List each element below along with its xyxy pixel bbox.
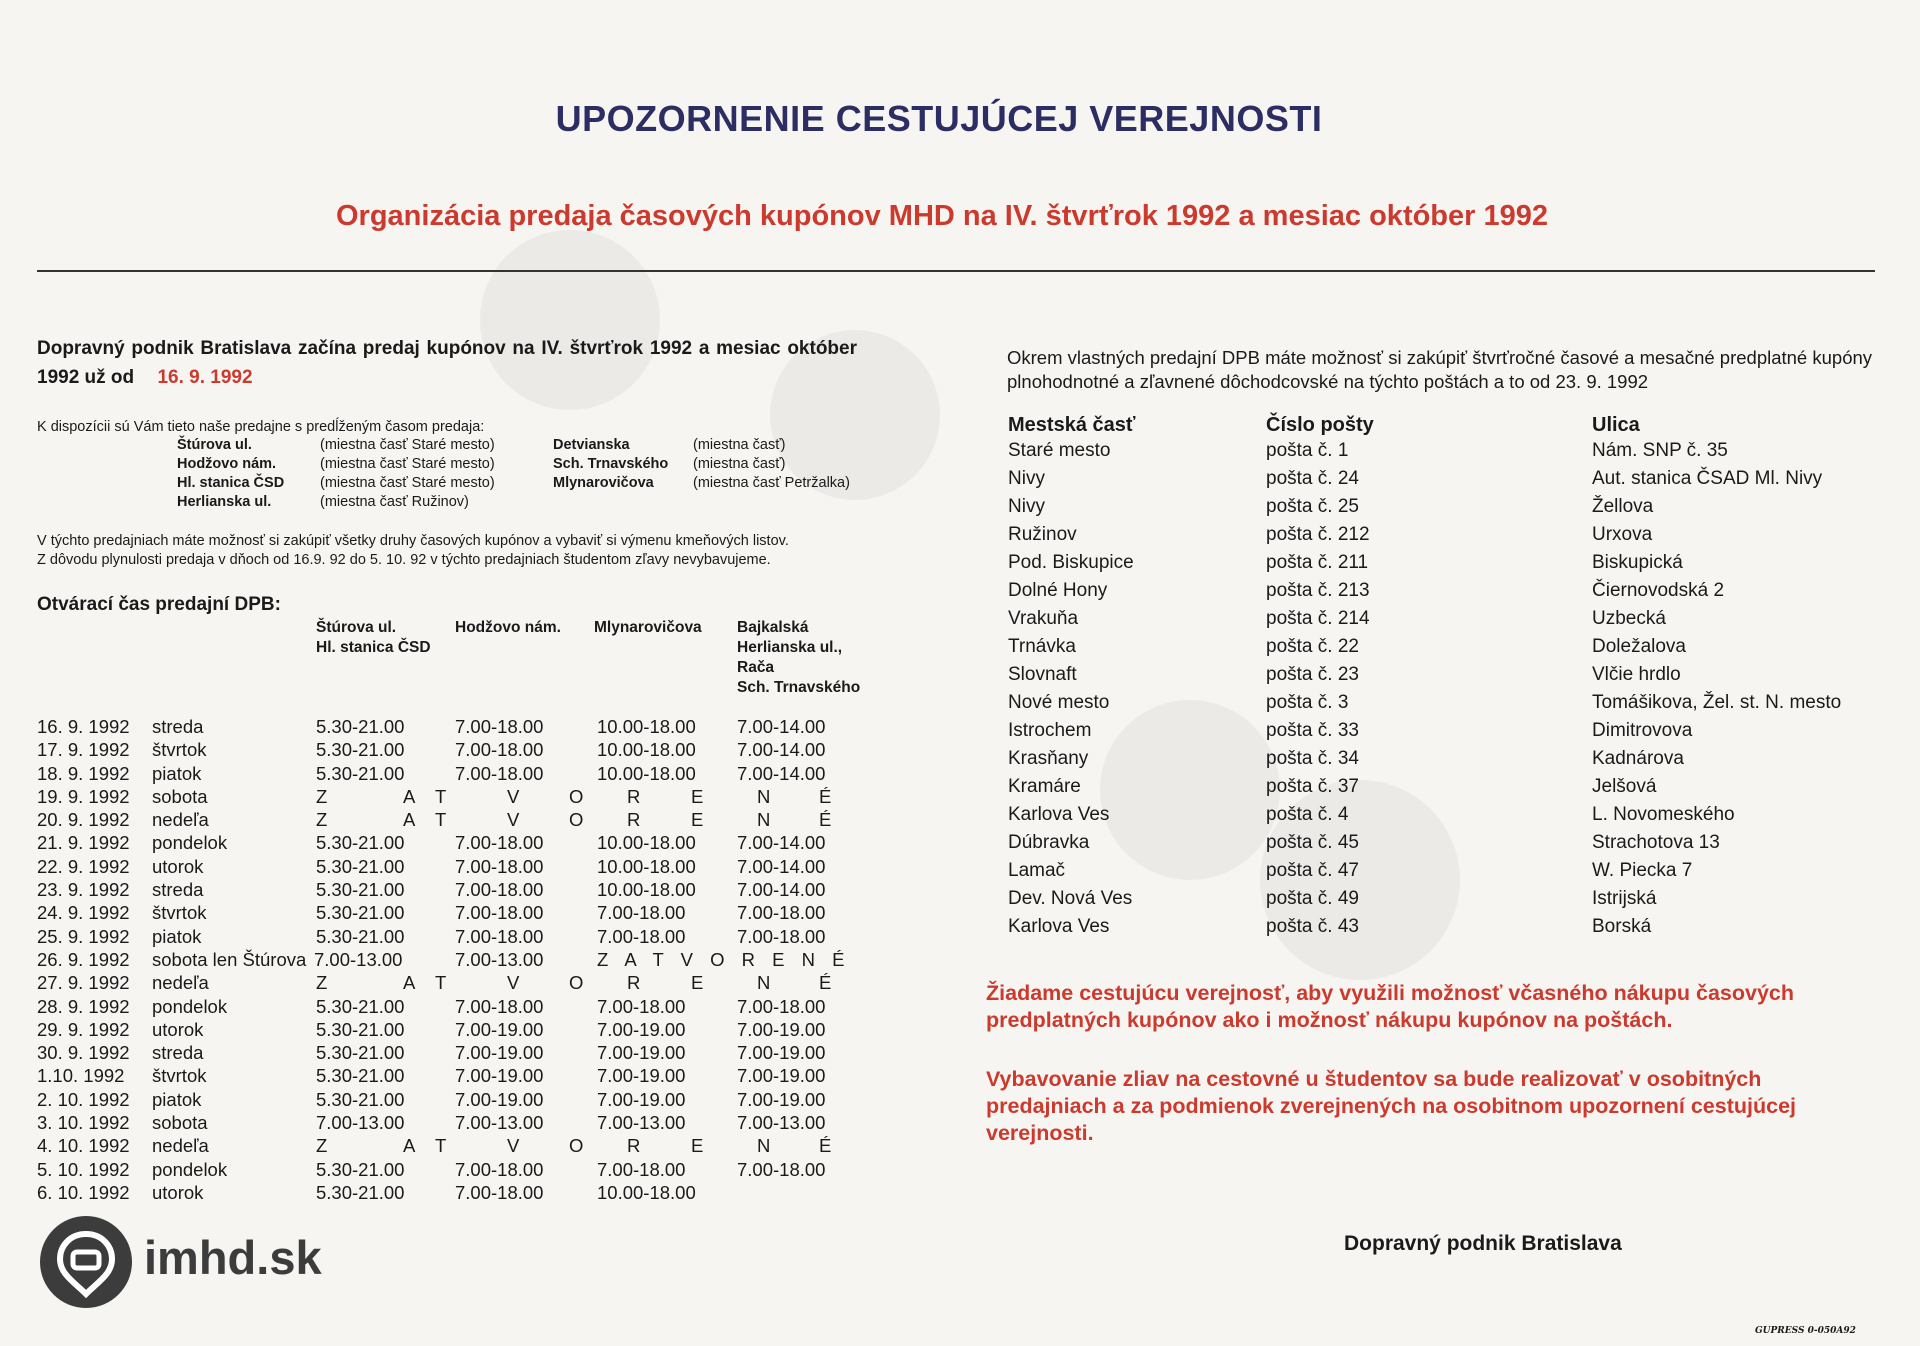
hours-value: 7.00-18.00 [737, 995, 826, 1017]
hours-row [37, 832, 887, 855]
closed-letter: É [819, 785, 832, 807]
post-row [1008, 776, 1878, 804]
hours-closed [37, 809, 887, 832]
shop-area: (miestna časť Staré mesto) [320, 437, 495, 453]
hours-day: streda [152, 716, 204, 737]
hours-value: 5.30-21.00 [316, 995, 405, 1017]
hours-day: utorok [152, 1018, 204, 1040]
post-district: Dolné Hony [1008, 580, 1108, 601]
closed-letter: N [757, 972, 771, 994]
post-number: pošta č. 34 [1266, 748, 1359, 769]
hours-date: 28. 9. 1992 [37, 995, 130, 1017]
hours-value: 5.30-21.00 [316, 832, 405, 854]
hours-date: 17. 9. 1992 [37, 739, 130, 761]
post-number: pošta č. 25 [1266, 496, 1359, 517]
post-street: Borská [1592, 916, 1652, 937]
post-number: pošta č. 24 [1266, 468, 1359, 489]
closed-letter: R [627, 809, 641, 831]
hours-day: piatok [152, 762, 202, 784]
hours-row [37, 856, 887, 879]
post-row [1008, 636, 1878, 664]
hours-date: 27. 9. 1992 [37, 972, 130, 994]
post-number: pošta č. 3 [1266, 692, 1349, 713]
closed-letter: R [627, 785, 641, 807]
hours-value: 7.00-14.00 [737, 716, 826, 737]
post-district: Karlova Ves [1008, 804, 1110, 825]
shop-area: (miestna časť) [693, 437, 786, 453]
closed-letter: N [757, 809, 771, 831]
closed-letter: Z [316, 809, 328, 831]
hours-row [37, 926, 887, 949]
hours-value: 7.00-18.00 [455, 902, 544, 924]
hours-day: streda [152, 879, 204, 901]
post-district: Lamač [1008, 860, 1066, 881]
hours-value: 7.00-19.00 [737, 1042, 826, 1064]
hours-date: 6. 10. 1992 [37, 1181, 130, 1203]
hours-day: sobota [152, 1112, 208, 1134]
hours-date: 18. 9. 1992 [37, 762, 130, 784]
post-district: Dev. Nová Ves [1008, 888, 1133, 909]
hours-day: štvrtok [152, 1065, 207, 1087]
intro-paragraph [37, 334, 857, 392]
closed-letter: V [507, 972, 520, 994]
closed-letter: Z [316, 785, 328, 807]
shop-name: Sch. Trnavského [553, 456, 669, 472]
hours-date: 5. 10. 1992 [37, 1158, 130, 1180]
post-street: Vlčie hrdlo [1592, 664, 1681, 685]
divider [37, 270, 1875, 272]
hours-day: piatok [152, 1088, 202, 1110]
post-number: pošta č. 1 [1266, 440, 1349, 461]
hours-value: 5.30-21.00 [316, 925, 405, 947]
closed-letter: E [691, 785, 704, 807]
intro-date: 16. 9. 1992 [157, 367, 253, 388]
hours-value: 7.00-18.00 [455, 1158, 544, 1180]
hours-value: 10.00-18.00 [597, 855, 696, 877]
hours-date: 1.10. 1992 [37, 1065, 125, 1087]
hours-value: 5.30-21.00 [316, 1065, 405, 1087]
closed-letter: A [403, 785, 416, 807]
shops-list [37, 436, 937, 516]
hours-value: 7.00-14.00 [737, 739, 826, 761]
post-header-district: Mestská časť [1008, 414, 1136, 436]
post-district: Istrochem [1008, 720, 1092, 741]
hours-day: štvrtok [152, 902, 207, 924]
post-row [1008, 580, 1878, 608]
closed-letter: R [627, 972, 641, 994]
post-street: W. Piecka 7 [1592, 860, 1693, 881]
post-number: pošta č. 213 [1266, 580, 1370, 601]
shops-note-1: V týchto predajniach máte možnosť si zakúpiť všetky druhy časových kupónov a vybaviť si výmenu kmeňových listov. [37, 533, 789, 549]
notice-students: Vybavovanie zliav na cestovné u študentov sa bude realizovať v osobitných predajniach a za podmienok zverejnených na osobitnom upozornení cestujúcej verejnosti. [986, 1067, 1796, 1145]
hours-value: 5.30-21.00 [316, 879, 405, 901]
hours-value: 7.00-19.00 [737, 1018, 826, 1040]
hours-date: 16. 9. 1992 [37, 716, 130, 737]
hours-value: 7.00-14.00 [737, 855, 826, 877]
post-street: Tomášikova, Žel. st. N. mesto [1592, 692, 1842, 713]
hours-row [37, 1135, 887, 1158]
post-number: pošta č. 37 [1266, 776, 1359, 797]
shops-note [37, 532, 917, 570]
shops-lead: K dispozícii sú Vám tieto naše predajne s predĺženým časom predaja: [37, 419, 485, 435]
hours-date: 19. 9. 1992 [37, 785, 130, 807]
hours-date: 29. 9. 1992 [37, 1018, 130, 1040]
imhd-watermark: imhd.sk [144, 1231, 322, 1284]
post-header-street: Ulica [1592, 414, 1640, 436]
post-number: pošta č. 22 [1266, 636, 1359, 657]
hours-date: 25. 9. 1992 [37, 925, 130, 947]
hours-value: 10.00-18.00 [597, 879, 696, 901]
post-row [1008, 748, 1878, 776]
hours-day: streda [152, 1042, 204, 1064]
hours-date: 2. 10. 1992 [37, 1088, 130, 1110]
post-street: Aut. stanica ČSAD Ml. Nivy [1592, 468, 1823, 489]
hours-row [37, 809, 887, 832]
hours-date: 26. 9. 1992 [37, 948, 130, 970]
hours-value: 7.00-13.00 [597, 1112, 686, 1134]
hours-date: 20. 9. 1992 [37, 809, 130, 831]
hours-value: 7.00-18.00 [455, 739, 544, 761]
hours-column-header: Mlynarovičova [594, 619, 702, 636]
post-number: pošta č. 4 [1266, 804, 1349, 825]
post-district: Karlova Ves [1008, 916, 1110, 937]
post-number: pošta č. 212 [1266, 524, 1370, 545]
hours-value: 7.00-14.00 [737, 832, 826, 854]
hours-value: 10.00-18.00 [597, 762, 696, 784]
hours-closed [37, 1135, 887, 1158]
closed-letter: N [757, 785, 771, 807]
closed-letter: N [757, 1135, 771, 1157]
hours-value: 7.00-19.00 [455, 1042, 544, 1064]
hours-column-header: Bajkalská Herlianska ul., Rača Sch. Trnavského [737, 619, 861, 696]
post-intro: Okrem vlastných predajní DPB máte možnosť si zakúpiť štvrťročné časové a mesačné predplatné kupóny plnohodnotné a zľavnené dôchodcovské na týchto poštách a to od 23. 9. 1992 [1007, 347, 1873, 392]
post-street: Jelšová [1592, 776, 1657, 797]
hours-row [37, 1019, 887, 1042]
post-district: Pod. Biskupice [1008, 552, 1134, 573]
post-district: Staré mesto [1008, 440, 1111, 461]
hours-value: 10.00-18.00 [597, 739, 696, 761]
closed-letter: É [819, 809, 832, 831]
hours-value: 7.00-18.00 [455, 879, 544, 901]
hours-value: 7.00-18.00 [455, 1181, 544, 1203]
hours-row [37, 1159, 887, 1182]
hours-value: 7.00-13.00 [314, 948, 403, 970]
post-street: Urxova [1592, 524, 1653, 545]
post-number: pošta č. 45 [1266, 832, 1359, 853]
post-row [1008, 860, 1878, 888]
hours-value: 7.00-19.00 [455, 1018, 544, 1040]
hours-value: 7.00-14.00 [737, 879, 826, 901]
closed-letter: T [435, 785, 447, 807]
hours-day: nedeľa [152, 809, 209, 831]
hours-value: 10.00-18.00 [597, 832, 696, 854]
hours-value: 7.00-18.00 [455, 832, 544, 854]
hours-date: 3. 10. 1992 [37, 1112, 130, 1134]
hours-value: 7.00-13.00 [737, 1112, 826, 1134]
post-row [1008, 552, 1878, 580]
hours-day: sobota len Štúrova [152, 948, 307, 970]
signature: Dopravný podnik Bratislava [1344, 1232, 1622, 1255]
post-district: Vrakuňa [1008, 608, 1079, 629]
post-district: Nivy [1008, 496, 1045, 517]
post-street: Uzbecká [1592, 608, 1666, 629]
post-number: pošta č. 49 [1266, 888, 1359, 909]
closed-letter: Z [316, 972, 328, 994]
closed-letter: E [691, 972, 704, 994]
hours-value: 7.00-19.00 [737, 1065, 826, 1087]
hours-row [37, 996, 887, 1019]
shop-area: (miestna časť Petržalka) [693, 475, 850, 491]
closed-letter: O [569, 809, 584, 831]
post-district: Nivy [1008, 468, 1045, 489]
hours-date: 21. 9. 1992 [37, 832, 130, 854]
post-street: L. Novomeského [1592, 804, 1735, 825]
post-street: Biskupická [1592, 552, 1683, 573]
closed-letter: V [507, 1135, 520, 1157]
hours-value: 7.00-13.00 [455, 1112, 544, 1134]
shop-name: Detvianska [553, 437, 630, 453]
post-number: pošta č. 33 [1266, 720, 1359, 741]
hours-value: 7.00-19.00 [597, 1065, 686, 1087]
post-district: Krasňany [1008, 748, 1089, 769]
hours-date: 24. 9. 1992 [37, 902, 130, 924]
hours-value: 7.00-14.00 [737, 762, 826, 784]
hours-day: pondelok [152, 832, 228, 854]
hours-value: 7.00-18.00 [455, 716, 544, 737]
post-row [1008, 440, 1878, 468]
closed-letter: E [691, 809, 704, 831]
shop-name: Herlianska ul. [177, 494, 272, 510]
hours-value: 7.00-13.00 [316, 1112, 405, 1134]
hours-day: nedeľa [152, 972, 209, 994]
hours-column-header: Štúrova ul. Hl. stanica ČSD [316, 619, 431, 656]
notice-plea: Žiadame cestujúcu verejnosť, aby využili možnosť včasného nákupu časových predplatných kupónov ako i možnosť nákupu kupónov na poštách. [986, 981, 1795, 1032]
hours-value: 7.00-18.00 [597, 1158, 686, 1180]
hours-closed [37, 786, 887, 809]
hours-value: 5.30-21.00 [316, 1181, 405, 1203]
post-street: Doležalova [1592, 636, 1686, 657]
hours-row [37, 1089, 887, 1112]
hours-value: 7.00-19.00 [597, 1088, 686, 1110]
hours-title: Otvárací čas predajní DPB: [37, 594, 281, 615]
hours-row [37, 902, 887, 925]
post-table [1008, 440, 1878, 960]
page-subtitle: Organizácia predaja časových kupónov MHD na IV. štvrťrok 1992 a mesiac október 1992 [335, 200, 1549, 232]
post-row [1008, 664, 1878, 692]
post-row [1008, 888, 1878, 916]
post-number: pošta č. 214 [1266, 608, 1370, 629]
post-district: Trnávka [1008, 636, 1076, 657]
closed-letter: É [819, 972, 832, 994]
hours-row [37, 949, 887, 972]
hours-closed-tail: Z A T V O R E N É [597, 948, 851, 970]
hours-value: 7.00-18.00 [597, 902, 686, 924]
hours-value: 7.00-18.00 [737, 1158, 826, 1180]
hours-row [37, 1182, 887, 1205]
hours-value: 7.00-18.00 [455, 925, 544, 947]
hours-value: 5.30-21.00 [316, 762, 405, 784]
closed-letter: Z [316, 1135, 328, 1157]
shop-area: (miestna časť Ružinov) [320, 494, 469, 510]
hours-value: 5.30-21.00 [316, 739, 405, 761]
closed-letter: T [435, 972, 447, 994]
closed-letter: R [627, 1135, 641, 1157]
closed-letter: O [569, 972, 584, 994]
post-number: pošta č. 211 [1266, 552, 1369, 573]
hours-value: 7.00-18.00 [455, 762, 544, 784]
post-district: Slovnaft [1008, 664, 1077, 685]
post-street: Kadnárova [1592, 748, 1684, 769]
shop-name: Štúrova ul. [177, 437, 252, 453]
closed-letter: É [819, 1135, 832, 1157]
hours-date: 4. 10. 1992 [37, 1135, 130, 1157]
hours-value: 10.00-18.00 [597, 1181, 696, 1203]
hours-value: 7.00-19.00 [455, 1088, 544, 1110]
hours-value: 7.00-18.00 [597, 925, 686, 947]
hours-value: 7.00-18.00 [737, 925, 826, 947]
post-street: Čiernovodská 2 [1592, 580, 1725, 601]
closed-letter: T [435, 809, 447, 831]
shop-area: (miestna časť) [693, 456, 786, 472]
hours-date: 30. 9. 1992 [37, 1042, 130, 1064]
intro-text: Dopravný podnik Bratislava začína predaj kupónov na IV. štvrťrok 1992 a mesiac október 1992 už od [37, 338, 857, 388]
hours-row [37, 739, 887, 762]
post-street: Strachotova 13 [1592, 832, 1720, 853]
post-row [1008, 692, 1878, 720]
hours-row [37, 763, 887, 786]
hours-row [37, 1065, 887, 1088]
hours-date: 22. 9. 1992 [37, 855, 130, 877]
hours-value: 7.00-19.00 [597, 1042, 686, 1064]
hours-value: 7.00-18.00 [597, 995, 686, 1017]
closed-letter: A [403, 809, 416, 831]
shops-note-2: Z dôvodu plynulosti predaja v dňoch od 16.9. 92 do 5. 10. 92 v týchto predajniach študentom zľavy nevybavujeme. [37, 552, 771, 568]
hours-value: 5.30-21.00 [316, 1158, 405, 1180]
post-number: pošta č. 43 [1266, 916, 1359, 937]
imhd-logo-icon [40, 1216, 132, 1308]
post-district: Ružinov [1008, 524, 1077, 545]
shop-name: Hl. stanica ČSD [177, 475, 285, 491]
hours-value: 7.00-18.00 [455, 855, 544, 877]
closed-letter: V [507, 809, 520, 831]
hours-day: utorok [152, 1181, 204, 1203]
closed-letter: A [403, 972, 416, 994]
closed-letter: T [435, 1135, 447, 1157]
hours-value: 5.30-21.00 [316, 1042, 405, 1064]
hours-value: 5.30-21.00 [316, 716, 405, 737]
hours-day: pondelok [152, 1158, 228, 1180]
post-district: Dúbravka [1008, 832, 1090, 853]
hours-value: 5.30-21.00 [316, 855, 405, 877]
post-street: Istrijská [1592, 888, 1657, 909]
hours-table [37, 716, 887, 1205]
post-number: pošta č. 23 [1266, 664, 1359, 685]
post-row [1008, 496, 1878, 524]
hours-day: pondelok [152, 995, 228, 1017]
post-row [1008, 524, 1878, 552]
hours-day: sobota [152, 785, 208, 807]
post-street: Žellova [1592, 496, 1654, 517]
page-title: UPOZORNENIE CESTUJÚCEJ VEREJNOSTI [555, 98, 1323, 139]
hours-value: 10.00-18.00 [597, 716, 696, 737]
hours-row [37, 786, 887, 809]
hours-value: 7.00-18.00 [455, 995, 544, 1017]
shop-area: (miestna časť Staré mesto) [320, 475, 495, 491]
hours-date: 23. 9. 1992 [37, 879, 130, 901]
post-row [1008, 916, 1878, 944]
post-number: pošta č. 47 [1266, 860, 1359, 881]
hours-day: nedeľa [152, 1135, 209, 1157]
post-district: Kramáre [1008, 776, 1081, 797]
hours-value: 5.30-21.00 [316, 1018, 405, 1040]
post-row [1008, 804, 1878, 832]
post-district: Nové mesto [1008, 692, 1110, 713]
hours-value: 5.30-21.00 [316, 902, 405, 924]
hours-value: 7.00-19.00 [737, 1088, 826, 1110]
hours-day: piatok [152, 925, 202, 947]
hours-value: 7.00-18.00 [737, 902, 826, 924]
closed-letter: V [507, 785, 520, 807]
hours-value: 7.00-19.00 [455, 1065, 544, 1087]
shop-name: Mlynarovičova [553, 475, 654, 491]
shop-name: Hodžovo nám. [177, 456, 277, 472]
hours-column-header: Hodžovo nám. [455, 619, 561, 636]
closed-letter: A [403, 1135, 416, 1157]
hours-value: 7.00-19.00 [597, 1018, 686, 1040]
printer-mark: GUPRESS 0-050A92 [1755, 1326, 1856, 1336]
post-street: Dimitrovova [1592, 720, 1693, 741]
post-row [1008, 832, 1878, 860]
hours-row [37, 1042, 887, 1065]
hours-row [37, 879, 887, 902]
hours-value: 5.30-21.00 [316, 1088, 405, 1110]
hours-day: štvrtok [152, 739, 207, 761]
post-row [1008, 608, 1878, 636]
hours-row [37, 1112, 887, 1135]
hours-row [37, 716, 887, 739]
post-header-number: Číslo pošty [1266, 414, 1374, 436]
closed-letter: E [691, 1135, 704, 1157]
post-row [1008, 468, 1878, 496]
closed-letter: O [569, 1135, 584, 1157]
post-row [1008, 720, 1878, 748]
hours-value: 7.00-13.00 [455, 948, 544, 970]
shop-area: (miestna časť Staré mesto) [320, 456, 495, 472]
closed-letter: O [569, 785, 584, 807]
hours-row [37, 972, 887, 995]
post-street: Nám. SNP č. 35 [1592, 440, 1728, 461]
hours-closed [37, 972, 887, 995]
hours-day: utorok [152, 855, 204, 877]
